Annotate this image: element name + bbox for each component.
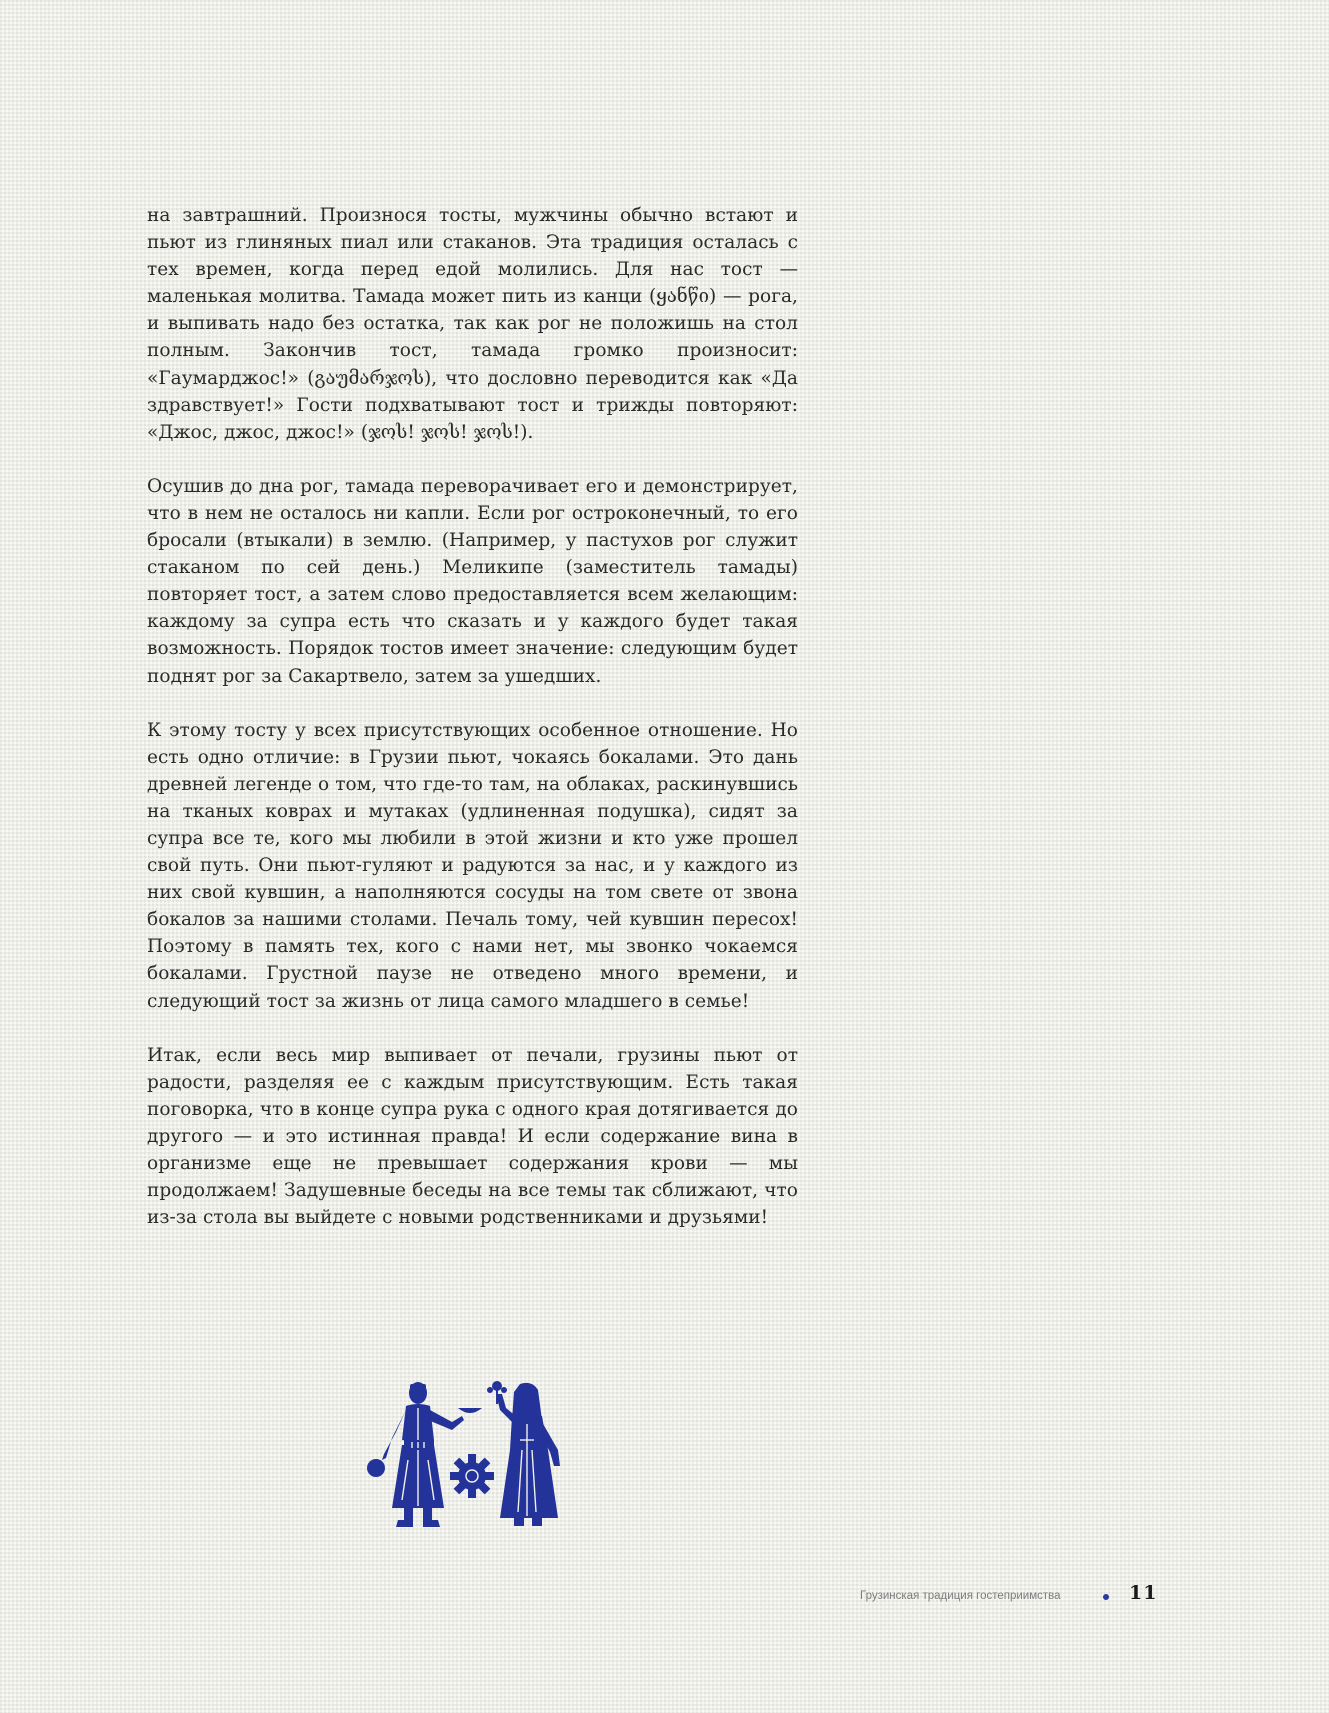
page-number: 11	[1129, 1582, 1158, 1604]
paragraph-1: на завтрашний. Произнося тосты, мужчины обычно встают и пьют из глиняных пиал или стаканов. Эта традиция осталась с тех времен, когда перед едой молились. Для нас тост — маленькая молитва. Тамада может пить из канци (ყანწი) — рога, и выпивать надо без остатка, так как рог не положишь на стол полным. Закончив тост, тамада громко произносит: «Гаумарджос!» (გაუმარჯოს), что дословно переводится как «Да здравствует!» Гости подхватывают тост и трижды повторяют: «Джос, джос, джос!» (ჯოს! ჯოს! ჯოს!).	[147, 205, 798, 443]
page-footer	[820, 1582, 1160, 1608]
main-text	[147, 202, 798, 1258]
paragraph-3: К этому тосту у всех присутствующих особенное отношение. Но есть одно отличие: в Грузии пьют, чокаясь бокалами. Это дань древней легенде о том, что где-то там, на облаках, раскинувшись на тканых коврах и мутаках (удлиненная подушка), сидят за супра все те, кого мы любили в этой жизни и кто уже прошел свой путь. Они пьют-гуляют и радуются за нас, и у каждого из них свой кувшин, а наполняются сосуды на том свете от звона бокалов за нашими столами. Печаль тому, чей кувшин пересох! Поэтому в память тех, кого с нами нет, мы звонко чокаемся бокалами. Грустной паузе не отведено много времени, и следующий тост за жизнь от лица самого младшего в семье!	[147, 719, 798, 1012]
paragraph-2: Осушив до дна рог, тамада переворачивает его и демонстрирует, что в нем не осталось ни капли. Если рог остроконечный, то его бросали (втыкали) в землю. (Например, у пастухов рог служит стаканом по сей день.) Меликипе (заместитель тамады) повторяет тост, а затем слово предоставляется всем желающим: каждому за супра есть что сказать и у каждого будет такая возможность. Порядок тостов имеет значение: следующим будет поднят рог за Сакартвело, затем за ушедших.	[147, 475, 798, 687]
footer-dot-icon	[1103, 1594, 1109, 1600]
folk-couple-illustration-icon	[362, 1380, 582, 1535]
paragraph-4: Итак, если весь мир выпивает от печали, грузины пьют от радости, разделяя ее с каждым присутствующим. Есть такая поговорка, что в конце супра рука с одного края дотягивается до другого — и это истинная правда! И если содержание вина в организме еще не превышает содержания крови — мы продолжаем! Задушевные беседы на все темы так сближают, что из-за стола вы выйдете с новыми родственниками и друзьями!	[147, 1044, 798, 1229]
running-footer-title: Грузинская традиция гостеприимства	[860, 1590, 1061, 1602]
